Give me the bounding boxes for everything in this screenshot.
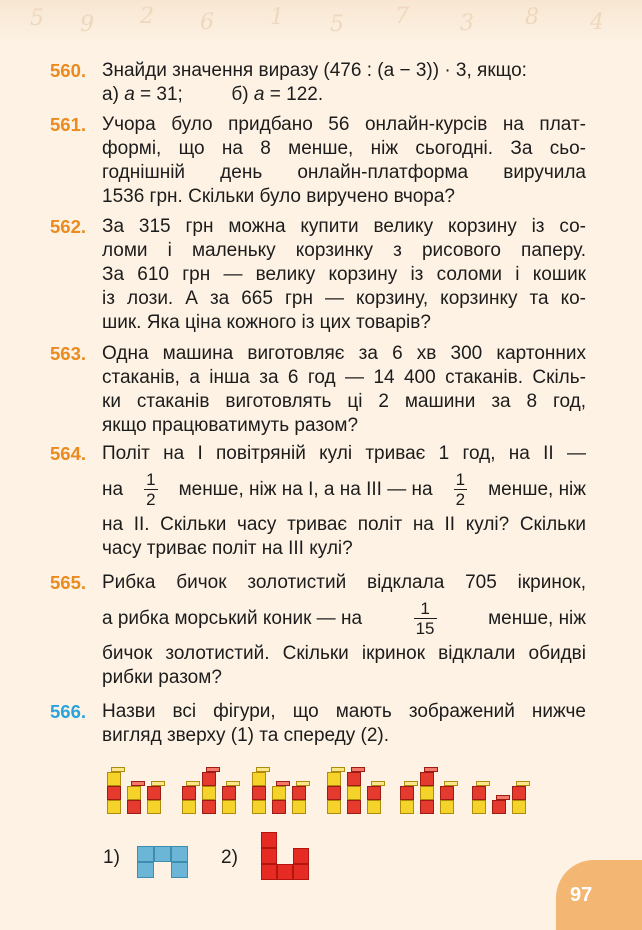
text-line: Рибка бичок золотистий відклала 705 ікринок,	[102, 572, 586, 593]
cube	[222, 800, 236, 814]
cube	[440, 786, 454, 800]
cube	[327, 772, 341, 786]
cube	[512, 786, 526, 800]
cube-figure	[468, 756, 534, 822]
fraction-line	[102, 466, 586, 513]
cube	[420, 800, 434, 814]
cube	[127, 786, 141, 800]
cube	[147, 800, 161, 814]
cube-top	[516, 781, 530, 786]
cube	[252, 772, 266, 786]
fraction-one-half	[144, 470, 157, 509]
cube	[107, 786, 121, 800]
cube	[252, 800, 266, 814]
text-line: годнішній день онлайн-платформа виручила	[102, 162, 586, 183]
cube	[107, 772, 121, 786]
cube	[107, 800, 121, 814]
cube-figure	[248, 756, 314, 822]
cube-top	[496, 795, 510, 800]
text-fragment: менше, ніж	[488, 608, 586, 629]
option-b-variable: a	[253, 84, 265, 105]
cube-top	[226, 781, 240, 786]
cube	[472, 800, 486, 814]
cube-top	[331, 767, 345, 772]
cube-top	[186, 781, 200, 786]
cube	[272, 786, 286, 800]
cube-top	[206, 767, 220, 772]
text-line: ки стаканів виготовлять ці 2 машини за 8 год,	[102, 391, 586, 412]
problem-text	[102, 700, 586, 748]
cube	[147, 786, 161, 800]
cube-top	[444, 781, 458, 786]
problem-text	[102, 59, 586, 107]
fraction-numerator: 1	[414, 599, 437, 619]
text-line: 1536 грн. Скільки було виручено вчора?	[102, 186, 456, 207]
problem-text	[102, 342, 586, 438]
text-line: Одна машина виготовляє за 6 хв 300 картонних	[102, 343, 586, 364]
cube	[367, 786, 381, 800]
problem-number: 565.	[50, 572, 87, 593]
cube	[182, 800, 196, 814]
cube	[472, 786, 486, 800]
cube-top	[371, 781, 385, 786]
cube	[127, 800, 141, 814]
cube-figure	[323, 756, 389, 822]
fraction-numerator: 1	[455, 470, 466, 489]
problem-text	[102, 215, 586, 335]
text-line: вигляд зверху (1) та спереду (2).	[102, 725, 390, 746]
cube-top	[404, 781, 418, 786]
text-line: якщо працюватимуть разом?	[102, 415, 359, 436]
problem-text	[102, 571, 586, 690]
cube	[400, 800, 414, 814]
problem-number: 562.	[50, 216, 87, 237]
top-view-shape	[137, 846, 188, 878]
text-line: Учора було придбано 56 онлайн-курсів на плат-	[102, 114, 586, 135]
front-view-shape	[261, 832, 309, 880]
cube-top	[476, 781, 490, 786]
fraction-denominator: 2	[455, 490, 466, 509]
cube	[292, 786, 306, 800]
cube	[512, 800, 526, 814]
cube-top	[131, 781, 145, 786]
cube	[327, 800, 341, 814]
option-a-label: а)	[102, 84, 119, 105]
text-line: Назви всі фігури, що мають зображений нижче	[102, 701, 586, 722]
text-line: За 610 грн — велику корзину із соломи і кошик	[102, 264, 586, 285]
cube	[327, 786, 341, 800]
cube-top	[256, 767, 270, 772]
cube	[252, 786, 266, 800]
text-fragment: на	[102, 479, 124, 500]
cube-figure	[396, 756, 462, 822]
problem-number: 566.	[50, 701, 87, 722]
cube-top	[424, 767, 438, 772]
fraction-line	[102, 595, 586, 642]
fraction-one-fifteenth	[414, 599, 437, 638]
cube	[492, 800, 506, 814]
cube	[367, 800, 381, 814]
cube	[202, 800, 216, 814]
cube-top	[276, 781, 290, 786]
cube	[420, 786, 434, 800]
fraction-one-half	[454, 470, 467, 509]
text-line: із лози. А за 665 грн — корзину, корзинку та ко-	[102, 288, 586, 309]
text-line: рибки разом?	[102, 667, 222, 688]
problem-text	[102, 442, 586, 561]
cube-top	[296, 781, 310, 786]
cube-top	[351, 767, 365, 772]
front-view-label: 2)	[221, 847, 238, 868]
problem-number: 561.	[50, 114, 87, 135]
text-fragment: менше, ніж на І, а на ІІІ — на	[178, 479, 433, 500]
fraction-denominator: 2	[146, 490, 156, 509]
cube	[440, 800, 454, 814]
page-number-badge	[556, 860, 642, 930]
fraction-numerator: 1	[146, 470, 156, 489]
problem-number: 564.	[50, 443, 87, 464]
cube	[292, 800, 306, 814]
text-line: стаканів, а інша за 6 год — 14 400 стаканів. Скіль-	[102, 367, 586, 388]
option-a-variable: a	[124, 84, 135, 105]
text-line: За 315 грн можна купити велику корзину із со-	[102, 216, 586, 237]
problem-number: 560.	[50, 60, 87, 81]
cube	[202, 786, 216, 800]
cube	[202, 772, 216, 786]
cube-figure	[178, 756, 244, 822]
decorative-number-band: 5 9 2 6 1 5 7 3 8 4	[0, 0, 642, 44]
option-b-label: б)	[231, 84, 249, 105]
options-line	[102, 83, 586, 107]
cube	[347, 772, 361, 786]
cube	[347, 786, 361, 800]
text-line: Знайди значення виразу (476 : (a − 3)) · 3, якщо:	[102, 60, 527, 81]
cube	[272, 800, 286, 814]
cube	[400, 786, 414, 800]
cube-figure	[103, 756, 169, 822]
text-fragment: менше, ніж	[488, 479, 586, 500]
text-line: шик. Яка ціна кожного із цих товарів?	[102, 312, 431, 333]
option-b-value: = 122.	[264, 84, 324, 105]
text-line: на ІІ. Скільки часу триває політ на ІІ кулі? Скільки	[102, 514, 586, 535]
problem-text	[102, 113, 586, 209]
text-fragment: а рибка морський коник — на	[102, 608, 363, 629]
cube	[347, 800, 361, 814]
text-line: Політ на І повітряній кулі триває 1 год, на ІІ —	[102, 443, 586, 464]
cube	[182, 786, 196, 800]
page-number: 97	[570, 884, 593, 906]
problem-number: 563.	[50, 343, 87, 364]
cube	[420, 772, 434, 786]
top-view-label: 1)	[103, 847, 120, 868]
option-a-value: = 31;	[134, 84, 183, 105]
fraction-denominator: 15	[415, 619, 435, 638]
cube-top	[111, 767, 125, 772]
text-line: ломи і маленьку корзинку з рисового паперу.	[102, 240, 586, 261]
text-line: бичок золотистий. Скільки ікринок відклали обидві	[102, 643, 586, 664]
text-line: часу триває політ на ІІІ кулі?	[102, 538, 353, 559]
text-line: формі, що на 8 менше, ніж сьогодні. За сьо-	[102, 138, 586, 159]
cube	[222, 786, 236, 800]
cube-top	[151, 781, 165, 786]
